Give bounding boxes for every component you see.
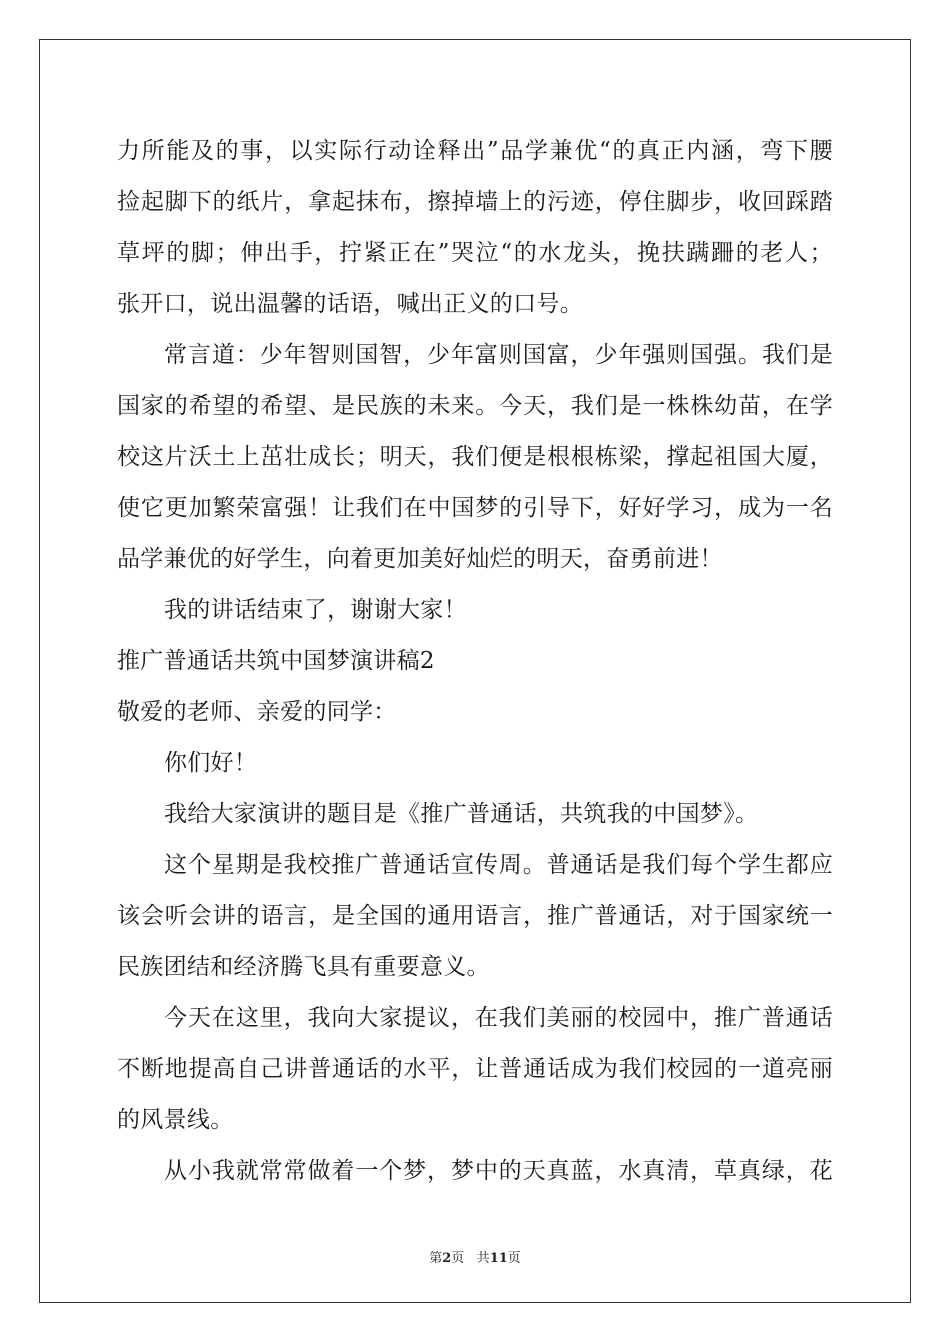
- document-body: [117, 126, 833, 1197]
- paragraph-line: 使它更加繁荣富强！让我们在中国梦的引导下，好好学习，成为一名: [117, 495, 833, 521]
- greeting: 你们好！: [164, 750, 258, 776]
- paragraph-line: 我的讲话结束了，谢谢大家！: [164, 597, 467, 623]
- paragraph-line: 我给大家演讲的题目是《推广普通话，共筑我的中国梦》。: [164, 801, 759, 827]
- paragraph-line: 品学兼优的好学生，向着更加美好灿烂的明天，奋勇前进！: [117, 546, 723, 572]
- paragraph-line: 常言道：少年智则国智，少年富则国富，少年强则国强。我们是: [164, 342, 833, 368]
- paragraph-line: 不断地提高自己讲普通话的水平，让普通话成为我们校园的一道亮丽: [117, 1056, 833, 1082]
- paragraph-line: 国家的希望的希望、是民族的未来。今天，我们是一株株幼苗，在学: [117, 393, 833, 419]
- paragraph-line: 张开口，说出温馨的话语，喊出正义的口号。: [117, 291, 583, 317]
- paragraph-line: 这个星期是我校推广普通话宣传周。普通话是我们每个学生都应: [164, 852, 833, 878]
- salutation: 敬爱的老师、亲爱的同学：: [117, 699, 397, 725]
- footer-page-prefix: 第: [429, 1251, 443, 1266]
- section-title: 推广普通话共筑中国梦演讲稿2: [117, 648, 435, 674]
- paragraph-line: 民族团结和经济腾飞具有重要意义。: [117, 954, 490, 980]
- footer-total-suffix: 页: [507, 1251, 521, 1266]
- paragraph-line: 该会听会讲的语言，是全国的通用语言，推广普通话，对于国家统一: [117, 903, 833, 929]
- paragraph-line: 力所能及的事，以实际行动诠释出”品学兼优“的真正内涵，弯下腰: [117, 138, 833, 164]
- footer-page-number: 2: [442, 1251, 452, 1266]
- paragraph-line: 的风景线。: [117, 1107, 234, 1133]
- footer-total-prefix: 共: [476, 1251, 490, 1266]
- paragraph-line: 校这片沃土上茁壮成长；明天，我们便是根根栋梁，撑起祖国大厦，: [117, 444, 833, 470]
- footer-page-suffix: 页: [451, 1251, 465, 1266]
- paragraph-line: 今天在这里，我向大家提议，在我们美丽的校园中，推广普通话: [164, 1005, 833, 1031]
- footer-total-pages: 11: [489, 1251, 508, 1266]
- paragraph-line: 草坪的脚；伸出手，拧紧正在”哭泣“的水龙头，挽扶蹒跚的老人；: [117, 240, 833, 266]
- paragraph-line: 捡起脚下的纸片，拿起抹布，擦掉墙上的污迹，停住脚步，收回踩踏: [117, 189, 833, 215]
- page-footer: [0, 1247, 950, 1266]
- paragraph-line: 从小我就常常做着一个梦，梦中的天真蓝，水真清，草真绿，花: [164, 1158, 833, 1184]
